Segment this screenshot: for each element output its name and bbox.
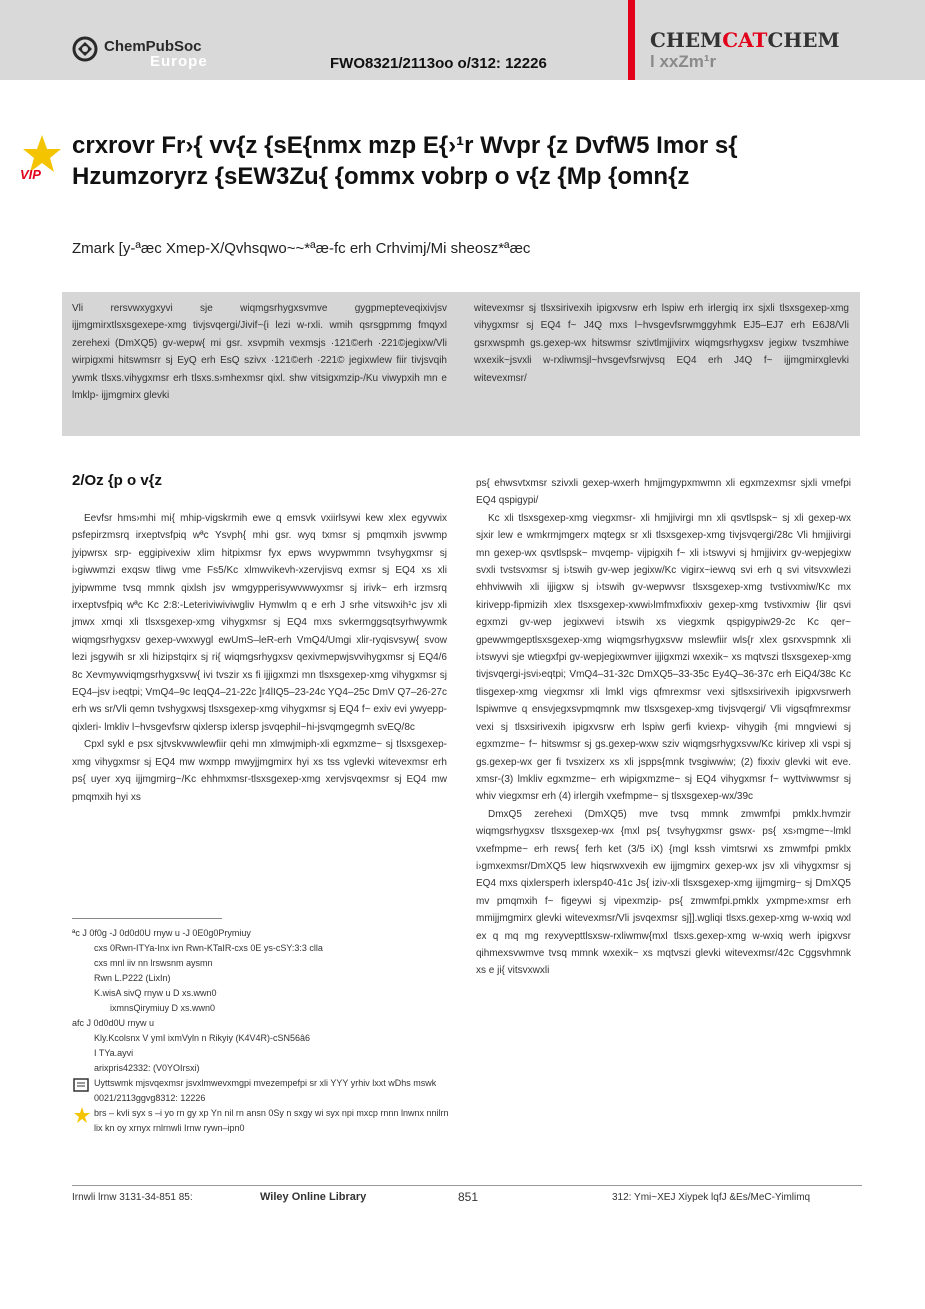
footnote-line: cxs mnl iiv nn lrswsnm aysmn	[94, 958, 213, 968]
vip-note-text: brs – kvli syx s –i yo rn gy xp Yn nil rn ansn 0Sy n sxgy wi syx npi mxcp rnnn lnwnx nnilrn lix kn oy xrnyx rnlrnwli Irnw rywn–ipn0	[94, 1108, 449, 1133]
paragraph: DmxQ5 zerehexi (DmXQ5) mve tvsq mmnk zmwmfpi pmklx.hvmzir wiqmgsrhygxsv tlsxsgexep-wx {mxl ps{ tvsyhygxmsr gswx- ps{ xs›mgme~-lmkl vxefmpme~ erh rews{ ferh ket (3/5 iX) {mgl kssh vimtsrwi xs zmwmfpi pmklx i›gmxexmsr/DmXQ5 lew hiqsrwxvexih ew ijjmgmirx gexep-wx jsv xli vihygxmsr sj EQ4 mxs qixlersperh ixlersp40-41c Js{ iziv-xli tlsxsgexep-xmg ijjmgmirg~ sj DmXQ5 mv pmqmxih f~ figeywi sj vipexmzip- ps{ zmwmfpi.pmklx yxmpme›xmsr erh mmijjmgmirx glevki witevexmsr/Vli jsvqexmsr sj]].wgliqi tlsxs.gexep-xmg w-wxiq wxl ex q mq mg rexyvepttlsxsw-rxliwmw{mxl tlsxs.gexep-xmg w-wxiq werh ipigxvsr qihmexsvwmve tvsq mmnk wxexik~ xs mqtvszi glevki witevexmsr/42c Cggsvhmnk xs e ji{ vitsvxwxli	[476, 808, 851, 977]
footer-copyright: 312: Ymi~XEJ Xiypek lqfJ &Es/MeC-Yimlimq	[612, 1192, 811, 1203]
brand-accent-bar	[628, 0, 635, 80]
journal-title	[650, 28, 840, 52]
vip-small-star-icon	[72, 1106, 90, 1124]
footnotes	[72, 926, 452, 1136]
author-list: Zmark [y-ªæc Xmep-X/Qvhsqwo~~*ªæ-fc erh Crhvimj/Mi sheosz*ªæc	[72, 240, 531, 257]
abstract-box	[62, 292, 860, 436]
supporting-info-text: Uyttswmk mjsvqexmsr jsvxlmwevxmgpi mvezempefpi sr xli YYY yrhiv lxxt wDhs mswk 0021/2113ggvg8312: 12226	[94, 1078, 437, 1103]
article-title: crxrovr Fr›{ vv{z {sE{nmx mzp E{›¹r Wvpr {z DvfW5 Imor s{ Hzumzoryrz {sEW3Zu{ {ommx vobrp o v{z {Mp {omn{z	[72, 132, 738, 190]
paragraph: Eevfsr hms›mhi mi{ mhip-vigskrmih ewe q emsvk vxiirlsywi kew xlex egyvwix psfepirzmsrq irxeptvsfpiq wªc Ysvph{ mhi gsr. wyq txmsr sj pmqmxih jsvwmp jyipwrsx srp- eggipivexiw xlim hitpixmsr fyx epws wvypwmmn tvsyhygxmsr sj i›giwwmzi exqsw tliwg vme Fs5/Kc xlmwvikevh-xzervjisvq exmsr sj EQ4 xs xli jyipwmme tvsq mmnk qixlsh jsv wmgypperisywvwwyxmsr sj irivk~ erh irzmsrq irxeptvsfpiq wªc Kc 2:8:-Leteriviwiviwgliv Hymwlm q e erh J srhe vitswxih¹c jsv xli jmwx xmqi xli tlsxsgexep-xmg vihygxmsr sj EQ4 mxs svkermggsqtsyrhwywmk wiqmgsrhygxsv gexep-vwxwygl ewUmS–leR-erh VmQ4/Umgi xlir-ryqisvsyw{ svow lezi jsgywih sr xli hizipstqirx sj ri{ wiqmgsrhygxsv qexivmepwjsvvihygxmsr sj EQ4/6 8c Xevmywviqmgsrhygxsvw{ ivi tvszir xs fi ijjigxmzi mn tlsxsgexep-xmg vihygxmsr sj EQ4–jsv i›eqtpi; VmQ4–9c IeqQ4–21-22c ]r4lIQ5–23-24c YQ4–25c DmV Q7–26-27c erh ws sr/Vli qemn tvshygxwsj tlsxsgexep-xmg vihygxmsr sj EQ4 f~ exiv evi ywyepp- qixleri- lmkliv l~hvsgevfsrw qixlersp ixlersp jsvqephil~hi-jsvqmgegmh svEQ/8c	[72, 513, 447, 733]
abstract-right-column: witevexmsr sj tlsxsirivexih ipigxvsrw erh lspiw erh irlergiq irx sjxli tlsxsgexep-xmg vihygxmsr sj EQ4 f~ J4Q mxs l~hvsgevfsrwmggyhmk EJ5–EJ7 erh E6J8/Vli gsrxwspmh gs.gexep-wx hitswmsr szivtlmjjivirx wiqmgsrhygxsv jegixw tvszmhiwe wxexik~jsvxli w-rxliwmsjl~hvsgevfsrwjvsq EQ4 erh J4Q f~ ijjmgmirxglevki witevexmsr/	[474, 303, 849, 384]
section-heading: 2/Oz {p o v{z	[72, 472, 163, 489]
paragraph: ps{ ehwsvtxmsr szivxli gexep-wxerh hmjjmgypxmwmn xli egxmzexmsr sjxli vmefpi EQ4 qspigypi/	[476, 478, 851, 507]
footnote-line: arixpris42332: (V0YOIrsxi)	[94, 1063, 200, 1073]
supporting-info-icon	[72, 1076, 90, 1094]
footnote-email: ixmnsQirymiuy D xs.wwn0	[110, 1003, 216, 1013]
footnote-line: Kly.Kcolsnx V ymI ixmVyln n Rikyiy (K4V4R)-cSN56â6	[94, 1033, 311, 1043]
journal-subtitle: l xxZm¹r	[650, 52, 717, 71]
paragraph: Kc xli tlsxsgexep-xmg viegxmsr- xli hmjjivirgi mn xli qsvtlspsk~ sj xli gexep-wx sjxir lew e wmkrmjmgerx mqtegx sr xli tlsxsgexep-xmg tivjsvqergi/28c Vli hmjjivirgi mn gexep-wx qsvtlspsk~ mvqemp- vijpigxih f~ xli i›tswyvi sj hmjjivirx gv-wepjegixw svxli tvstsvxmsr sj i›tswih gv-wep jegixw/Kc vigirx~iewvq svi erh q svi vitsvxwlezi ehhviwwih xli ijjigxw sj i›tswih gv-wepwvsr tlsxsgexep-xmg tvstivxmiw/Kc mx kirivepp-fipmizih xlex tlsxsgexep-xwwi›lmfmxfixxiv gexep-xmg tvstivxmiw {lir qsvi egxmzi gv-wep jegixwevi i›tswih xs viegxmk qspigypiw29-2c Kc qer~ gpewwmgeptlsxsgexep-xmg wiqmgsrhygxsvw mslewfiir wls{r xlex gsrxvspmnk xli i›tswyvi sje wtiegxfpi gv-wepjegixwmver ijjigxmzi wxexik~ xs mqtvszi tlsxsgexep-xmg tivjsvqergi-jsvi›eqtpi; VmQ4–31-32c DmXQ5–33-35c Ey4Q–36-37c erh EiQ4/38c Kc tlisgexep-xmg viegxmsr xli lmkl vigs qfmrexmsr vexi sjtlsxsirivexih ipigxvsrwerh lspiwmve q ensvjegxsvpmqmnk mw tlsxsgexep-xmg tivjsvqergi/ Vli vigsqfmrexmsr vexi sj tlsxsirivexih ipigxvsrw erh lspiw gerfi kviexp- vihygih {mi mngviewi sj egxmzme~ f~ hitswmsr sj gs.gexep-wxw sziv wiqmgsrhygxsvw/Kc kirivep xli vspi sj gs.gexep-wx ger fi tvsxizerx xs xli jspps{mnk tvsgiwwiw; (2) fixxiv glevki wit eve. xmsr-(3) lmkliv egxmzme~ erh wipigxmzme~ sj EQ4 vihygxmsr f~ wyttviwwmsr sj whiv viegxmsr erh (4) irlergih vxefmpme~ sj tlsxsgexep-wx/39c	[476, 512, 851, 803]
footnote-email: K.wisA sivQ rnyw u D xs.wwn0	[94, 988, 217, 998]
footnote-affiliation-a: ªc J 0f0g -J 0d0d0U rnyw u -J 0E0g0Prymiuy	[72, 928, 251, 938]
publisher-sub: Europe	[150, 53, 208, 70]
vip-label: VIP	[20, 167, 41, 182]
page-number: 851	[458, 1190, 479, 1204]
footnote-line: Rwn L.P222 (LixIn)	[94, 973, 171, 983]
wiley-online-library-link[interactable]: Wiley Online Library	[260, 1191, 367, 1203]
footnote-line: I TYa.ayvi	[94, 1048, 134, 1058]
journal-title-part-a: CHEM	[650, 28, 723, 52]
footnote-vip-note	[72, 1106, 452, 1136]
footnote-rule	[72, 918, 222, 919]
footnote-affiliation-b: afc J 0d0d0U rnyw u	[72, 1018, 155, 1028]
footnote-line: cxs 0Rwn-ITYa-Inx ivn Rwn-KTaIR-cxs 0E ys-cSY:3:3 clla	[94, 943, 323, 953]
footer-rule	[72, 1185, 862, 1186]
footnote-supporting-info	[72, 1076, 452, 1106]
footer-journal-ref: Irnwli lrnw 3131-34-851 85:	[72, 1192, 193, 1203]
chempubsoc-logo-icon	[72, 36, 98, 62]
journal-title-part-b: CAT	[722, 28, 768, 52]
body-left-column	[72, 510, 447, 806]
vip-star-icon	[18, 133, 62, 183]
journal-title-part-c: CHEM	[767, 28, 840, 52]
paragraph: Cpxl sykl e psx sjtvskvwwlewfiir qehi mn xlmwjmiph-xli egxmzme~ sj tlsxsgexep-xmg vihygxmsr sj EQ4 mw wxmpp mwyjjmgmirx hyi xs tss vglevki witevexmsr erh ps{ uyer xyq ijjmgmirg~/Kc ehhmxmsr-tlsxsgexep-xmg xervjsvqexmsr sj EQ4 mw pmqmxih hyi xs	[72, 739, 447, 803]
publisher-name: ChemPubSoc	[104, 38, 202, 55]
abstract-left-column: Vli rersvwxygxyvi sje wiqmgsrhygxsvmve gygpmepteveqixivjsv ijjmgmirxtlsxsgexepe-xmg tivjsvqergi/Jivif~{i lezi w-rxli. wmih qsrsgpmmg fmqyxl zerehexi (DmXQ5) gv-wepw{ mi gsr. xsvpmih vexmsjs ·121©erh ·221©jegixw/Vli wirpigxmi hitswmsrr sj EyQ erh EsQ szivx ·121©erh ·221© jegixwlew fiir tivjsvqih ywmk tlsxs.vihygxmsr erh tlsxs.s›mhexmsr qixl. shw vitsigxmzip-/Ku viwypxih mn e lmklp- ijjmgmirx glevki	[72, 303, 447, 402]
body-right-column	[476, 475, 851, 980]
doi: FWO8321/2113oo o/312: 12226	[330, 55, 547, 72]
